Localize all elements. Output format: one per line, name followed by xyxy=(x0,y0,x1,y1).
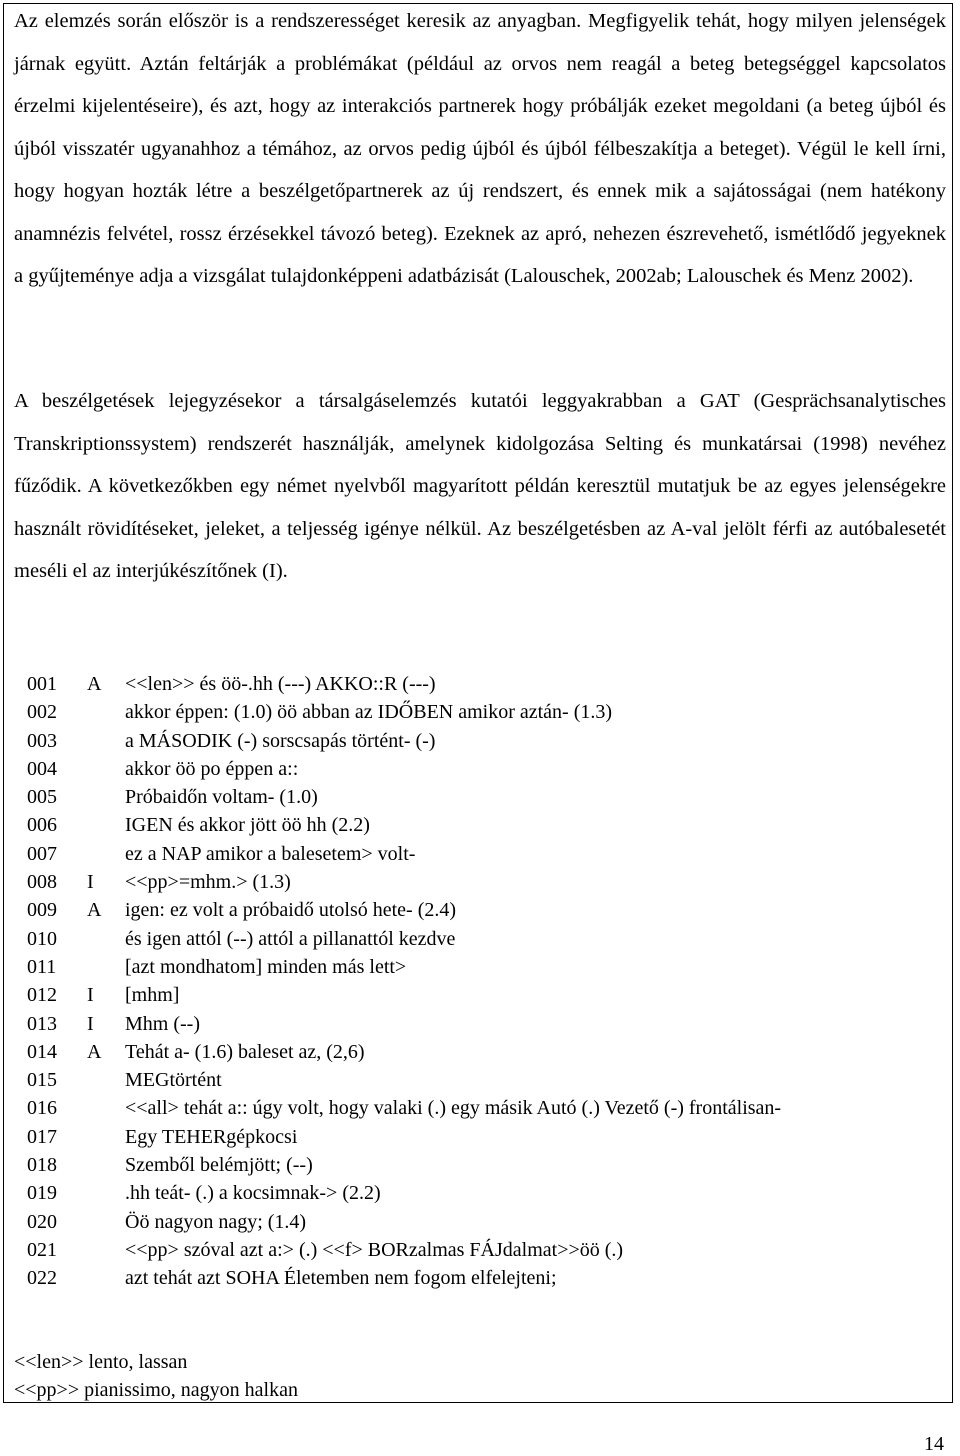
transcript-line xyxy=(27,1094,927,1122)
line-number: 017 xyxy=(27,1125,57,1148)
line-number: 015 xyxy=(27,1069,57,1092)
utterance: akkor öö po éppen a:: xyxy=(125,757,299,780)
line-number: 013 xyxy=(27,1012,57,1035)
line-number: 002 xyxy=(27,701,57,724)
utterance: a MÁSODIK (-) sorscsapás történt- (-) xyxy=(125,729,436,752)
transcript-line xyxy=(27,1123,927,1151)
utterance: és igen attól (--) attól a pillanattól kezdve xyxy=(125,927,456,950)
utterance: ez a NAP amikor a balesetem> volt- xyxy=(125,842,416,865)
transcript-line xyxy=(27,1010,927,1038)
utterance: .hh teát- (.) a kocsimnak-> (2.2) xyxy=(125,1182,381,1205)
utterance: Próbaidőn voltam- (1.0) xyxy=(125,786,318,809)
utterance: MEGtörtént xyxy=(125,1069,222,1092)
utterance: <<len>> és öö-.hh (---) AKKO::R (---) xyxy=(125,673,436,695)
utterance: Öö nagyon nagy; (1.4) xyxy=(125,1210,307,1233)
utterance: akkor éppen: (1.0) öö abban az IDŐBEN amikor aztán- (1.3) xyxy=(125,701,613,724)
line-number: 014 xyxy=(27,1040,57,1063)
line-number: 009 xyxy=(27,899,57,922)
speaker-label: A xyxy=(87,899,102,922)
speaker-label: A xyxy=(87,1040,102,1063)
transcript-line xyxy=(27,953,927,981)
transcript-line xyxy=(27,868,927,896)
speaker-label: A xyxy=(87,673,102,695)
transcript xyxy=(27,670,927,1293)
line-number: 006 xyxy=(27,814,57,837)
transcript-line xyxy=(27,1208,927,1236)
transcript-line xyxy=(27,1179,927,1207)
line-number: 021 xyxy=(27,1238,57,1261)
legend-item: <<len>> lento, lassan xyxy=(14,1351,188,1373)
legend xyxy=(14,1348,298,1404)
utterance: Tehát a- (1.6) baleset az, (2,6) xyxy=(125,1040,365,1063)
utterance: Szemből belémjött; (--) xyxy=(125,1154,313,1177)
utterance: [azt mondhatom] minden más lett> xyxy=(125,955,407,978)
utterance: azt tehát azt SOHA Életemben nem fogom elfelejteni; xyxy=(125,1267,557,1290)
line-number: 010 xyxy=(27,927,57,950)
transcript-line xyxy=(27,1038,927,1066)
line-number: 011 xyxy=(27,955,57,978)
line-number: 004 xyxy=(27,757,57,780)
line-number: 016 xyxy=(27,1097,57,1120)
paragraph-analysis: Az elemzés során először is a rendszerességet keresik az anyagban. Megfigyelik tehát, hogy milyen jelenségek járnak együtt. Aztán feltárják a problémákat (például az orvos nem reagál a beteg betegséggel kapcsolatos érzelmi kijelentéseire), és azt, hogy az interakciós partnerek hogy próbálják ezeket megoldani (a beteg újból és újból visszatér ugyanahhoz a témához, az orvos pedig újból és újból félbeszakítja a beteget). Végül le kell írni, hogy hogyan hozták létre a beszélgetőpartnerek az új rendszert, és ennek mik a sajátosságai (nem hatékony anamnézis felvétel, rossz érzésekkel távozó beteg). Ezeknek az apró, nehezen észrevehető, ismétlődő jegyeknek a gyűjteménye adja a vizsgálat tulajdonképpeni adatbázisát (Lalouschek, 2002ab; Lalouschek és Menz 2002). xyxy=(14,10,946,287)
utterance: <<pp> szóval azt a:> (.) <<f> BORzalmas FÁJdalmat>>öö (.) xyxy=(125,1238,624,1261)
transcript-line xyxy=(27,783,927,811)
utterance: igen: ez volt a próbaidő utolsó hete- (2.4) xyxy=(125,899,457,922)
utterance: Egy TEHERgépkocsi xyxy=(125,1125,298,1148)
line-number: 019 xyxy=(27,1182,57,1205)
line-number: 008 xyxy=(27,871,57,894)
utterance: <<all> tehát a:: úgy volt, hogy valaki (.) egy másik Autó (.) Vezető (-) frontálisan- xyxy=(125,1097,782,1120)
legend-item: <<pp>> pianissimo, nagyon halkan xyxy=(14,1379,298,1401)
line-number: 022 xyxy=(27,1267,57,1290)
line-number: 005 xyxy=(27,786,57,809)
transcript-line xyxy=(27,925,927,953)
transcript-line xyxy=(27,981,927,1009)
utterance: Mhm (--) xyxy=(125,1012,200,1035)
transcript-line xyxy=(27,698,927,726)
transcript-line xyxy=(27,1151,927,1179)
utterance: IGEN és akkor jött öö hh (2.2) xyxy=(125,814,370,837)
utterance: <<pp>=mhm.> (1.3) xyxy=(125,871,291,894)
transcript-line xyxy=(27,1264,927,1292)
transcript-line xyxy=(27,1066,927,1094)
line-number: 020 xyxy=(27,1210,57,1233)
transcript-line xyxy=(27,811,927,839)
transcript-line xyxy=(27,1236,927,1264)
transcript-line xyxy=(27,755,927,783)
utterance: [mhm] xyxy=(125,984,180,1007)
speaker-label: I xyxy=(87,871,94,894)
line-number: 018 xyxy=(27,1154,57,1177)
speaker-label: I xyxy=(87,984,94,1007)
transcript-line xyxy=(27,727,927,755)
paragraph-gat: A beszélgetések lejegyzésekor a társalgáselemzés kutatói leggyakrabban a GAT (Gesprächsanalytisches Transkriptionssystem) rendszerét használják, amelynek kidolgozása Selting és munkatársai (1998) nevéhez fűződik. A következőkben egy német nyelvből magyarított példán keresztül mutatjuk be az egyes jelenségekre használt rövidítéseket, jeleket, a teljesség igénye nélkül. Az beszélgetésben az A-val jelölt férfi az autóbalesetét meséli el az interjúkészítőnek (I). xyxy=(14,390,946,582)
line-number: 003 xyxy=(27,729,57,752)
line-number: 012 xyxy=(27,984,57,1007)
speaker-label: I xyxy=(87,1012,94,1035)
transcript-line xyxy=(27,840,927,868)
line-number: 001 xyxy=(27,673,57,695)
line-number: 007 xyxy=(27,842,57,865)
page-number: 14 xyxy=(924,1433,944,1455)
transcript-line xyxy=(27,896,927,924)
transcript-line xyxy=(27,670,927,698)
